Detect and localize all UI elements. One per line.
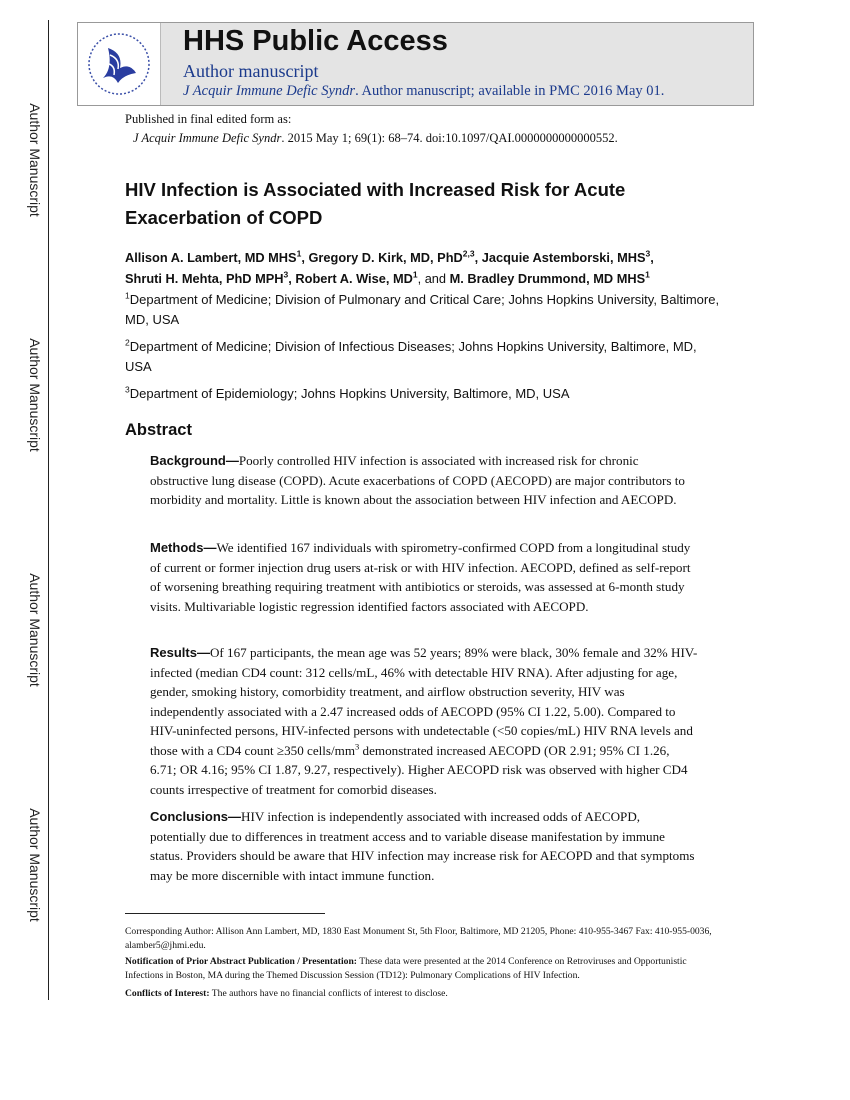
separator: , [474, 250, 482, 265]
affil-text: Department of Medicine; Division of Infectious Diseases; Johns Hopkins University, Baltimore, MD, USA [125, 339, 697, 374]
abstract-results [150, 643, 698, 799]
section-label: Conclusions— [150, 809, 242, 824]
citation-text: . 2015 May 1; 69(1): 68–74. doi:10.1097/QAI.0000000000000552. [281, 131, 618, 145]
manuscript-label: Author manuscript [183, 61, 319, 81]
affil-text: Department of Epidemiology; Johns Hopkins University, Baltimore, MD, USA [129, 386, 570, 401]
footnote-corresponding: Corresponding Author: Allison Ann Lambert, MD, 1830 East Monument St, 5th Floor, Baltimore, MD 21205, Phone: 410-955-3467 Fax: 410-955-0036, alamber5@jhmi.edu. [125, 926, 712, 951]
author-name: Allison A. Lambert, MD MHS [125, 250, 297, 265]
footnote-text: These data were presented at the 2014 Conference on Retroviruses and Opportunistic Infections in Boston, MA during the Themed Discussion Session (TD12): Pulmonary Complications of HIV Infection. [125, 956, 687, 981]
author-affil-sup: 1 [412, 269, 418, 280]
footnote-label: Notification of Prior Abstract Publication / Presentation: [125, 956, 357, 967]
side-label-text: Author Manuscript [27, 103, 43, 217]
affiliation [125, 384, 725, 404]
author-affil-sup: 3 [645, 248, 651, 259]
journal-name: J Acquir Immune Defic Syndr [183, 83, 356, 99]
section-text: demonstrated increased AECOPD (OR 2.91; 95% CI 1.26, 6.71; OR 4.16; 95% CI 1.87, 9.27, respectively). Higher AECOPD risk was observed with higher CD4 counts irrespective of treatment for comorbid diseases. [150, 742, 688, 797]
author-affil-sup: 2,3 [462, 248, 475, 259]
section-label: Results— [150, 645, 210, 660]
section-text: Poorly controlled HIV infection is associated with increased risk for chronic obstructive lung disease (COPD). Acute exacerbations of COPD (AECOPD) are major contributors to morbidity and mortality. Little is known about the association between HIV infection and AECOPD. [150, 453, 685, 507]
side-label [22, 85, 48, 235]
footnote-text: The authors have no financial conflicts of interest to disclose. [209, 988, 448, 999]
footnote-divider [125, 913, 325, 914]
abstract-heading: Abstract [125, 421, 192, 439]
footnote-conflicts [125, 987, 725, 1001]
author-list [125, 248, 725, 289]
affil-number: 3 [125, 384, 130, 395]
superscript: 3 [355, 741, 360, 752]
side-label [22, 320, 48, 470]
side-label [22, 790, 48, 940]
author-name: Jacquie Astemborski, MHS [481, 250, 646, 265]
journal-name: J Acquir Immune Defic Syndr [133, 131, 282, 145]
published-label: Published in final edited form as: [125, 112, 292, 126]
section-text: HIV infection is independently associated with increased odds of AECOPD, potentially due to differences in treatment access and to variable disease manifestation by immune status. Providers should be aware that HIV infection may increase risk for AECOPD and that symptoms may be more discernible with intact immune function. [150, 809, 695, 883]
section-text: Of 167 participants, the mean age was 52 years; 89% were black, 30% female and 32% HIV-infected (median CD4 count: 312 cells/mL, 46% with detectable HIV RNA). After adjusting for age, gender, smoking history, comorbidity treatment, and airflow obstruction severity, HIV was independently associated with a 2.47 increased odds of AECOPD (95% CI 1.22, 5.00). Compared to HIV-uninfected persons, HIV-infected persons with undetectable (<50 copies/mL) HIV RNA levels and those with a CD4 count ≥350 cells/mm [150, 645, 698, 758]
affiliation [125, 290, 725, 329]
separator: , [288, 270, 296, 286]
footnote-label: Conflicts of Interest: [125, 988, 210, 999]
author-affil-sup: 1 [296, 248, 302, 259]
availability-text: . Author manuscript; available in PMC 2016 May 01. [355, 83, 665, 99]
footnote-notification [125, 955, 725, 983]
affil-number: 2 [125, 337, 130, 348]
abstract-methods [150, 538, 698, 616]
side-label-text: Author Manuscript [27, 338, 43, 452]
availability-line [183, 83, 664, 100]
section-label: Background— [150, 453, 239, 468]
hhs-title: HHS Public Access [183, 25, 448, 57]
published-citation [125, 110, 618, 148]
separator: , and [417, 270, 450, 286]
affil-number: 1 [125, 290, 130, 301]
separator: , [301, 250, 309, 265]
abstract-conclusions [150, 807, 698, 885]
section-label: Methods— [150, 540, 217, 555]
abstract-background [150, 451, 698, 510]
author-name: Robert A. Wise, MD [295, 270, 413, 286]
author-name: Gregory D. Kirk, MD, PhD [308, 250, 463, 265]
affil-text: Department of Medicine; Division of Pulmonary and Critical Care; Johns Hopkins University, Baltimore, MD, USA [125, 292, 720, 327]
margin-line [48, 20, 49, 1000]
hhs-logo-icon [78, 23, 161, 105]
hhs-header [77, 22, 754, 106]
author-name: Shruti H. Mehta, PhD MPH [125, 270, 284, 286]
author-affil-sup: 3 [283, 269, 289, 280]
separator: , [650, 250, 654, 265]
side-label [22, 555, 48, 705]
side-label-text: Author Manuscript [27, 573, 43, 687]
section-text: We identified 167 individuals with spirometry-confirmed COPD from a longitudinal study of current or former injection drug users at-risk or with HIV infection. AECOPD, defined as self-report of worsening breathing requiring treatment with antibiotics or steroids, was assessed at 6-month study visits. Multivariable logistic regression identified factors associated with AECOPD. [150, 540, 691, 614]
article-title: HIV Infection is Associated with Increased Risk for Acute Exacerbation of COPD [125, 179, 626, 228]
affiliation [125, 337, 725, 376]
author-affil-sup: 1 [645, 269, 650, 280]
author-name: M. Bradley Drummond, MD MHS [449, 270, 646, 286]
side-label-text: Author Manuscript [27, 808, 43, 922]
